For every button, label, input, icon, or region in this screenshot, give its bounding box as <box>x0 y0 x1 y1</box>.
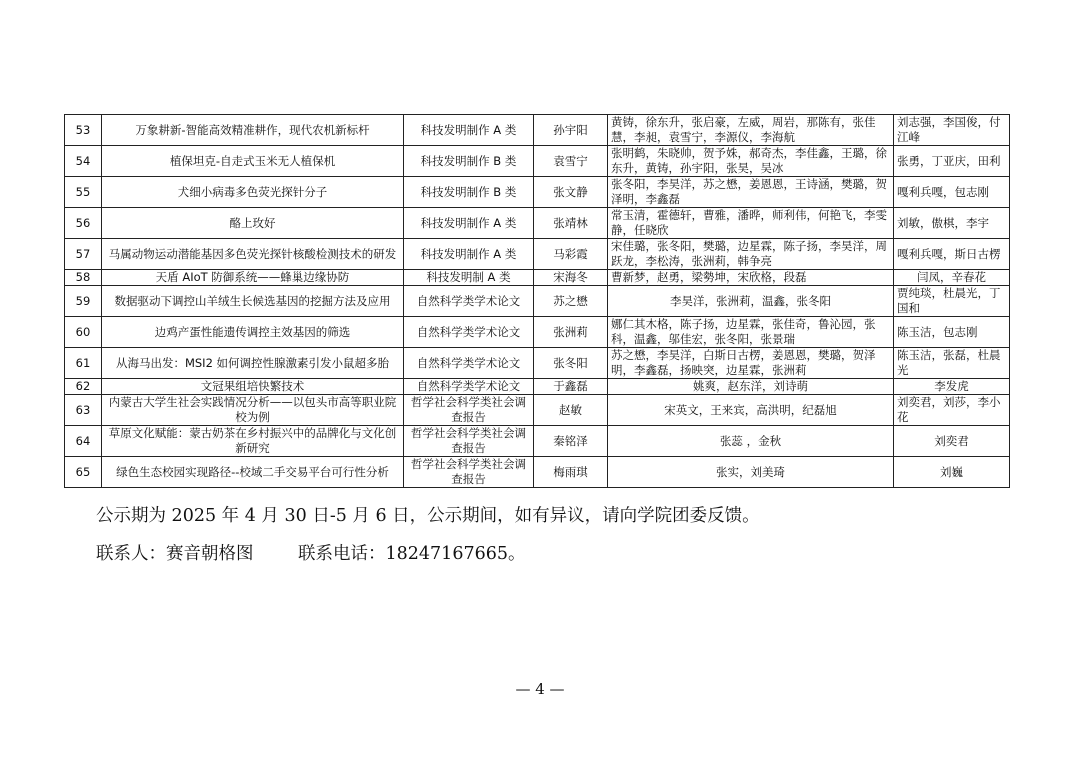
project-members: 苏之懋，李昊洋，白斯日古楞，姜恩恩，樊璐，贺泽明，李鑫磊，扬映突，边星霖，张洲莉 <box>608 348 894 379</box>
table-row <box>65 239 1010 270</box>
project-advisors: 张勇，丁亚庆，田利 <box>894 146 1010 177</box>
project-title: 马属动物运动潜能基因多色荧光探针核酸检测技术的研发 <box>102 239 404 270</box>
row-number: 60 <box>65 317 102 348</box>
project-category: 哲学社会科学类社会调查报告 <box>404 457 534 488</box>
project-members: 张明鹤，朱晓帅，贺予姝，郝奇杰，李佳鑫，王璐，徐东升，黄铸，孙宇阳，张昊，吴冰 <box>608 146 894 177</box>
project-title: 酪上玫好 <box>102 208 404 239</box>
project-title: 草原文化赋能：蒙古奶茶在乡村振兴中的品牌化与文化创新研究 <box>102 426 404 457</box>
project-leader: 袁雪宁 <box>534 146 608 177</box>
project-title: 内蒙古大学生社会实践情况分析——以包头市高等职业院校为例 <box>102 395 404 426</box>
table-row <box>65 426 1010 457</box>
project-title: 犬细小病毒多色荧光探针分子 <box>102 177 404 208</box>
project-category: 自然科学类学术论文 <box>404 317 534 348</box>
project-category: 科技发明制作 A 类 <box>404 115 534 146</box>
project-category: 科技发明制作 A 类 <box>404 208 534 239</box>
project-advisors: 闫凤，辛春花 <box>894 270 1010 286</box>
project-advisors: 贾纯琰，杜晨光，丁国和 <box>894 286 1010 317</box>
row-number: 61 <box>65 348 102 379</box>
table-row <box>65 317 1010 348</box>
project-category: 科技发明制作 B 类 <box>404 146 534 177</box>
table-row <box>65 177 1010 208</box>
project-advisors: 刘敏，傲棋，李宇 <box>894 208 1010 239</box>
project-members: 宋佳璐，张冬阳，樊璐，边星霖，陈子扬，李昊洋，周跃龙，李松涛，张洲莉，韩争亮 <box>608 239 894 270</box>
notice-text: 公示期为 2025 年 4 月 30 日-5 月 6 日，公示期间，如有异议，请向学院团委反馈。 <box>96 506 760 526</box>
row-number: 64 <box>65 426 102 457</box>
project-advisors: 嘎利兵嘎，斯日古楞 <box>894 239 1010 270</box>
project-members: 张冬阳，李昊洋，苏之懋，姜恩恩，王诗涵，樊璐，贺泽明，李鑫磊 <box>608 177 894 208</box>
project-advisors: 刘志强，李国俊，付江峰 <box>894 115 1010 146</box>
row-number: 58 <box>65 270 102 286</box>
row-number: 53 <box>65 115 102 146</box>
project-leader: 梅雨琪 <box>534 457 608 488</box>
project-table <box>64 114 1010 488</box>
project-category: 自然科学类学术论文 <box>404 379 534 395</box>
project-leader: 张洲莉 <box>534 317 608 348</box>
project-members: 张实，刘美琦 <box>608 457 894 488</box>
project-advisors: 陈玉洁，包志刚 <box>894 317 1010 348</box>
project-title: 从海马出发：MSI2 如何调控性腺激素引发小鼠超多胎 <box>102 348 404 379</box>
table-row <box>65 115 1010 146</box>
project-category: 科技发明制 A 类 <box>404 270 534 286</box>
project-members: 黄铸，徐东升，张启豪，左威，周岩，那陈有，张佳慧，李昶，袁雪宁，李源仪，李海航 <box>608 115 894 146</box>
project-leader: 张靖林 <box>534 208 608 239</box>
project-advisors: 刘巍 <box>894 457 1010 488</box>
row-number: 56 <box>65 208 102 239</box>
project-members: 李昊洋，张洲莉，温鑫，张冬阳 <box>608 286 894 317</box>
table-row <box>65 208 1010 239</box>
project-advisors: 嘎利兵嘎，包志刚 <box>894 177 1010 208</box>
row-number: 55 <box>65 177 102 208</box>
project-category: 哲学社会科学类社会调查报告 <box>404 395 534 426</box>
project-category: 哲学社会科学类社会调查报告 <box>404 426 534 457</box>
row-number: 65 <box>65 457 102 488</box>
project-category: 自然科学类学术论文 <box>404 348 534 379</box>
table-row <box>65 270 1010 286</box>
project-advisors: 陈玉洁，张磊，杜晨光 <box>894 348 1010 379</box>
table-row <box>65 457 1010 488</box>
project-advisors: 刘奕君，刘莎，李小花 <box>894 395 1010 426</box>
project-title: 天盾 AIoT 防御系统——蜂巢边缘协防 <box>102 270 404 286</box>
project-table-body <box>65 115 1010 488</box>
contact-line <box>96 541 526 567</box>
project-title: 植保坦克-自走式玉米无人植保机 <box>102 146 404 177</box>
project-leader: 张文静 <box>534 177 608 208</box>
project-members: 常玉清，霍德轩，曹雅，潘晔，师利伟，何艳飞，李雯静，任晓欣 <box>608 208 894 239</box>
project-members: 宋英文，王来宾，高洪明，纪磊旭 <box>608 395 894 426</box>
project-advisors: 刘奕君 <box>894 426 1010 457</box>
table-row <box>65 146 1010 177</box>
project-leader: 于鑫磊 <box>534 379 608 395</box>
row-number: 63 <box>65 395 102 426</box>
project-title: 边鸡产蛋性能遗传调控主效基因的筛选 <box>102 317 404 348</box>
project-members: 张蕊 ，金秋 <box>608 426 894 457</box>
project-members: 娜仁其木格，陈子扬，边星霖，张佳奇，鲁沁园，张科，温鑫，邬佳宏，张冬阳，张景瑞 <box>608 317 894 348</box>
project-advisors: 李发虎 <box>894 379 1010 395</box>
project-leader: 赵敏 <box>534 395 608 426</box>
project-leader: 孙宇阳 <box>534 115 608 146</box>
project-category: 科技发明制作 A 类 <box>404 239 534 270</box>
page-number: — 4 — <box>515 680 565 698</box>
project-leader: 秦铭泽 <box>534 426 608 457</box>
table-row <box>65 348 1010 379</box>
table-row <box>65 395 1010 426</box>
row-number: 54 <box>65 146 102 177</box>
row-number: 62 <box>65 379 102 395</box>
project-title: 绿色生态校园实现路径--校域二手交易平台可行性分析 <box>102 457 404 488</box>
contact-person: 联系人：赛音朝格图 <box>96 544 254 564</box>
project-title: 文冠果组培快繁技术 <box>102 379 404 395</box>
table-row <box>65 379 1010 395</box>
row-number: 57 <box>65 239 102 270</box>
contact-phone: 联系电话：18247167665。 <box>298 544 526 564</box>
table-row <box>65 286 1010 317</box>
project-category: 科技发明制作 B 类 <box>404 177 534 208</box>
project-category: 自然科学类学术论文 <box>404 286 534 317</box>
project-members: 曹新梦，赵勇，梁勢坤，宋欣格，段磊 <box>608 270 894 286</box>
project-title: 万象耕新-智能高效精准耕作，现代农机新标杆 <box>102 115 404 146</box>
row-number: 59 <box>65 286 102 317</box>
project-leader: 马彩霞 <box>534 239 608 270</box>
project-members: 姚爽，赵东洋，刘诗萌 <box>608 379 894 395</box>
project-leader: 苏之懋 <box>534 286 608 317</box>
project-title: 数据驱动下调控山羊绒生长候选基因的挖掘方法及应用 <box>102 286 404 317</box>
project-leader: 宋海冬 <box>534 270 608 286</box>
project-leader: 张冬阳 <box>534 348 608 379</box>
